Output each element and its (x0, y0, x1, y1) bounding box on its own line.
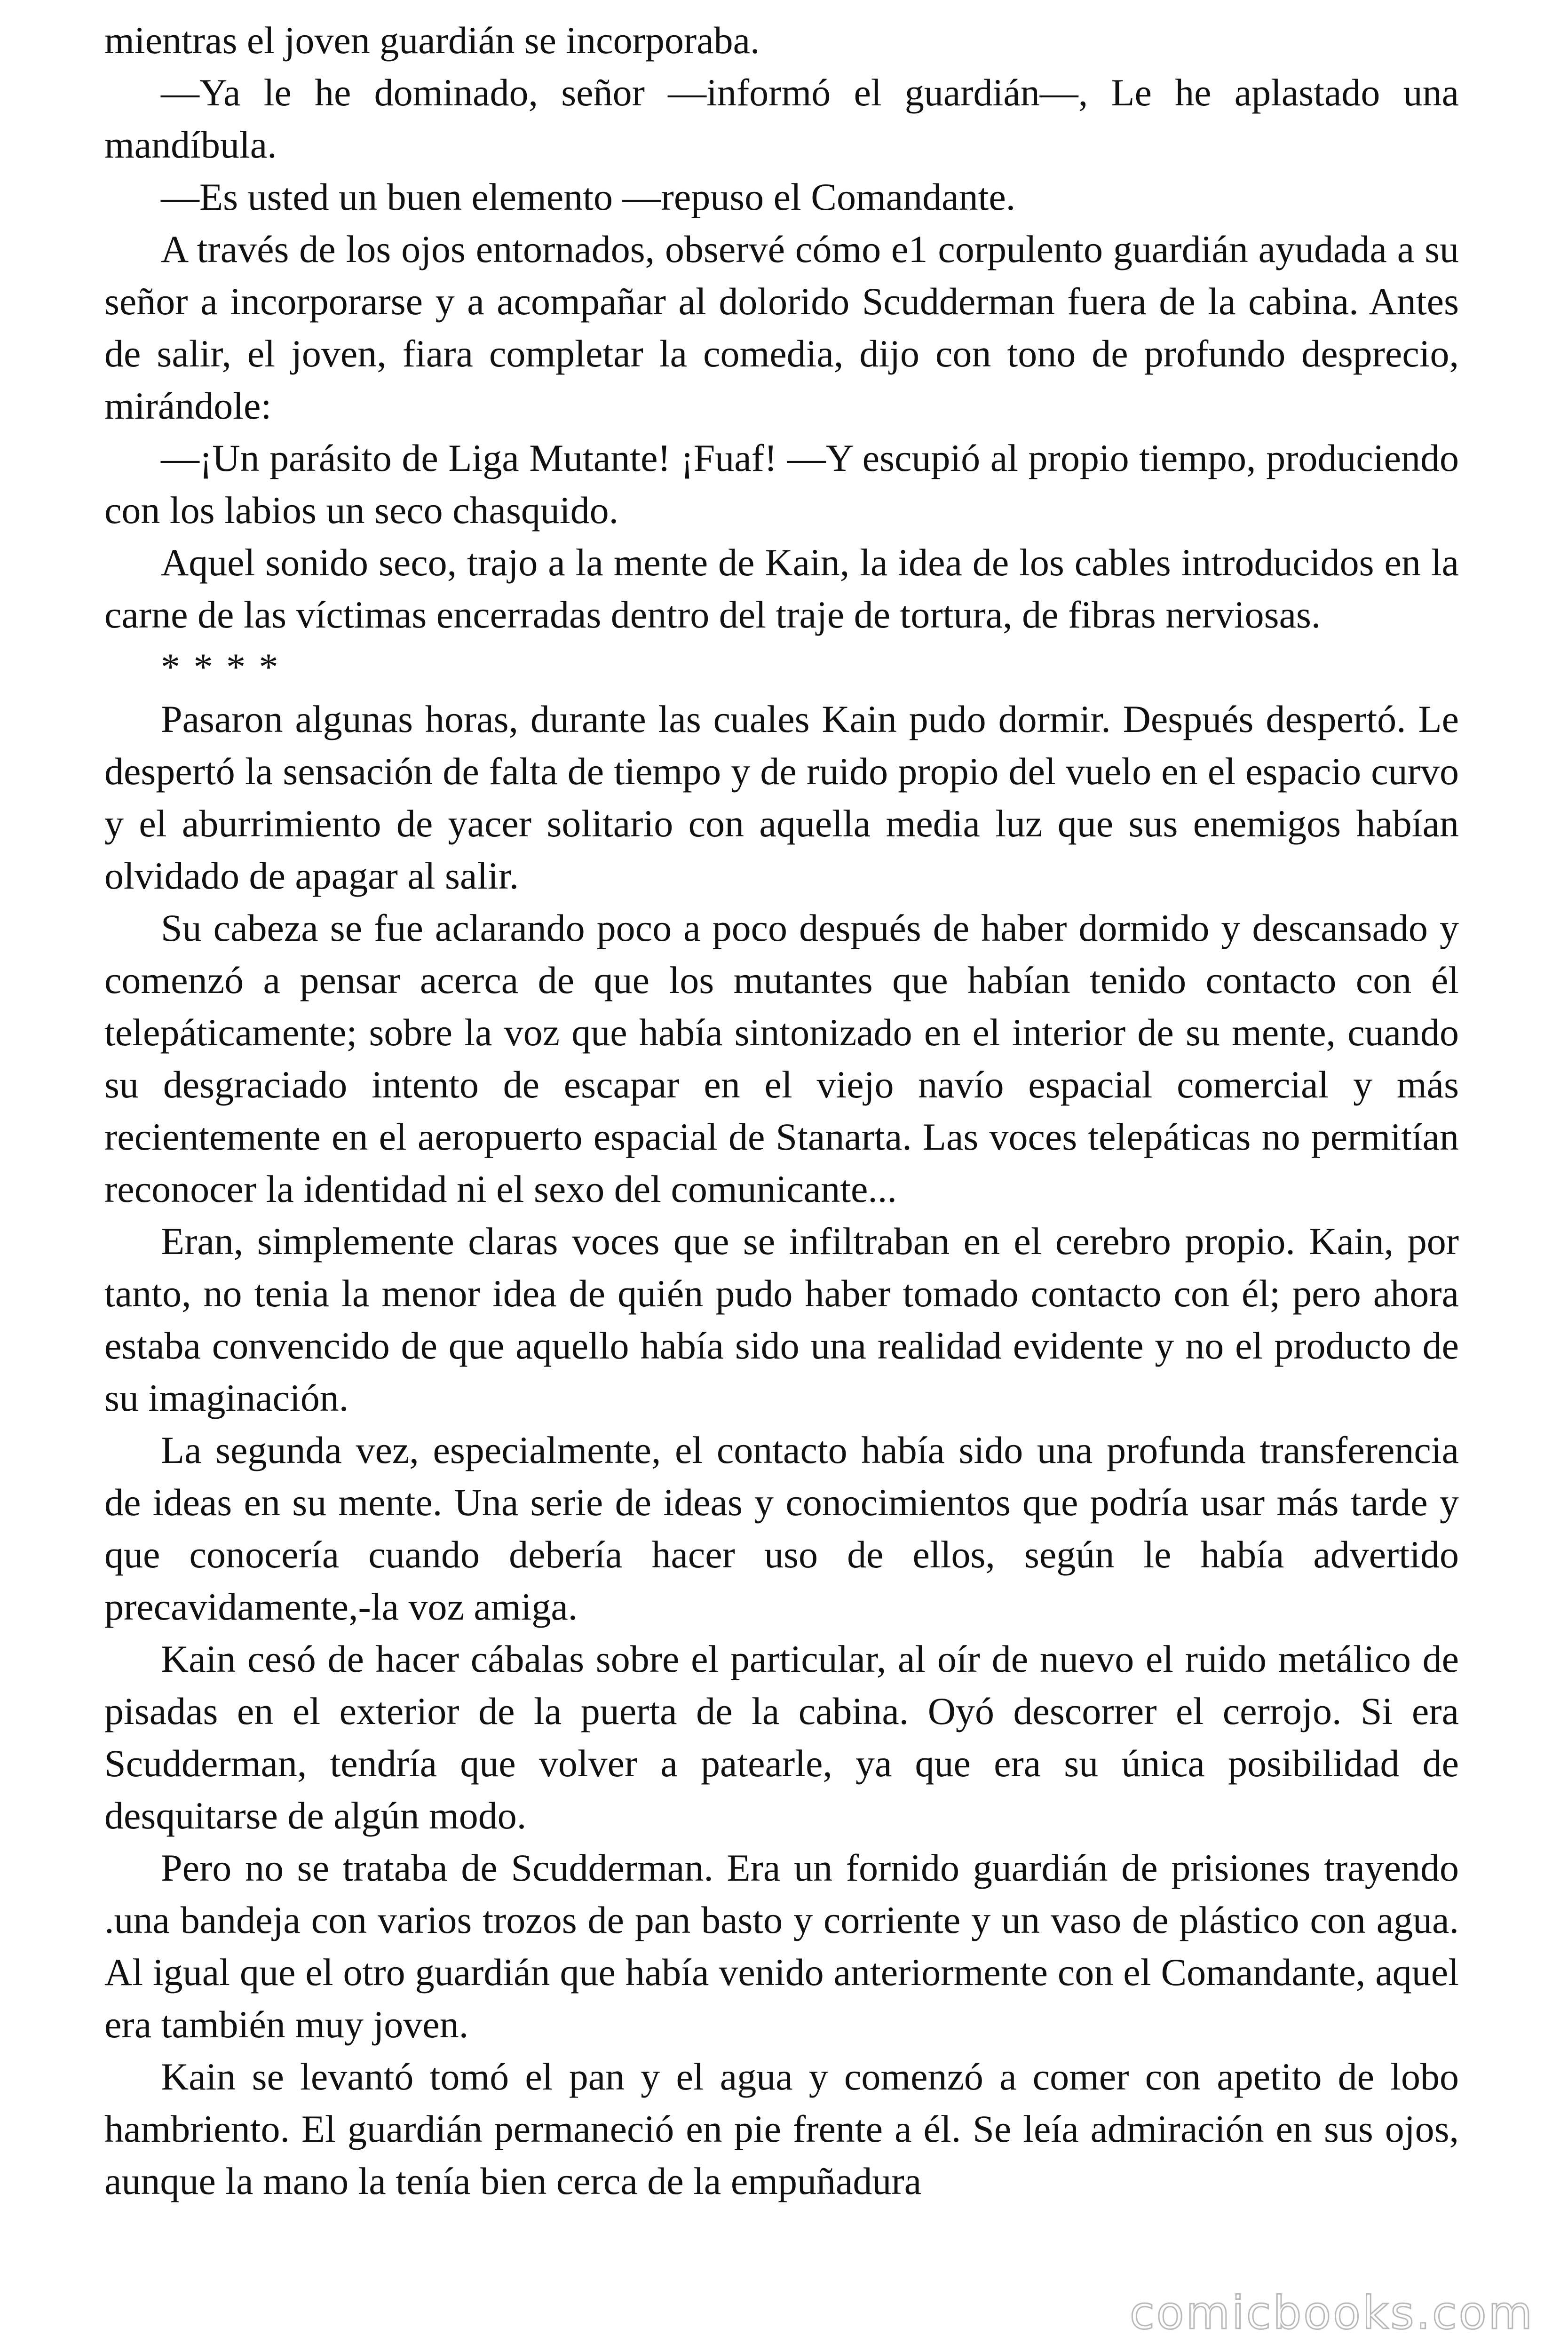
paragraph: Eran, simplemente claras voces que se infiltraban en el cerebro propio. Kain, por tanto, no tenia la menor idea de quién pudo haber tomado contacto con él; pero ahora estaba convencido de que aquello había sido una realidad evidente y no el producto de su imaginación. (104, 1220, 1459, 1419)
paragraph: —Ya le he dominado, señor —informó el guardián—, Le he aplastado una mandíbula. (104, 71, 1459, 166)
paragraph: La segunda vez, especialmente, el contacto había sido una profunda transferencia de ideas en su mente. Una serie de ideas y conocimientos que podría usar más tarde y que conocería cuando debería hacer uso de ellos, según le había advertido precavidamente,-la voz amiga. (104, 1429, 1459, 1628)
paragraph: Kain cesó de hacer cábalas sobre el particular, al oír de nuevo el ruido metálico de pisadas en el exterior de la puerta de la cabina. Oyó descorrer el cerrojo. Si era Scudderman, tendría que volver a patearle, ya que era su única posibilidad de desquitarse de algún modo. (104, 1637, 1459, 1837)
paragraph: —¡Un parásito de Liga Mutante! ¡Fuaf! —Y escupió al propio tiempo, produciendo con los labios un seco chasquido. (104, 437, 1459, 532)
watermark: comicbooks.com (1129, 2287, 1534, 2339)
paragraph: Aquel sonido seco, trajo a la mente de Kain, la idea de los cables introducidos en la carne de las víctimas encerradas dentro del traje de tortura, de fibras nerviosas. (104, 541, 1459, 636)
paragraph: Kain se levantó tomó el pan y el agua y comenzó a comer con apetito de lobo hambriento. El guardián permaneció en pie frente a él. Se leía admiración en sus ojos, aunque la mano la tenía bien cerca de la empuñadura (104, 2055, 1459, 2202)
paragraph: Su cabeza se fue aclarando poco a poco después de haber dormido y descansado y comenzó a pensar acerca de que los mutantes que habían tenido contacto con él telepáticamente; sobre la voz que había sintonizado en el interior de su mente, cuando su desgraciado intento de escapar en el viejo navío espacial comercial y más recientemente en el aeropuerto espacial de Stanarta. Las voces telepáticas no permitían reconocer la identidad ni el sexo del comunicante... (104, 906, 1459, 1210)
section-separator: * * * * (161, 645, 280, 688)
paragraph: A través de los ojos entornados, observé cómo e1 corpulento guardián ayudada a su señor a incorporarse y a acompañar al dolorido Scudderman fuera de la cabina. Antes de salir, el joven, fiara completar la comedia, dijo con tono de profundo desprecio, mirándole: (104, 228, 1459, 427)
paragraph: mientras el joven guardián se incorporaba. (104, 19, 760, 62)
paragraph: Pero no se trataba de Scudderman. Era un fornido guardián de prisiones trayendo .una bandeja con varios trozos de pan basto y corriente y un vaso de plástico con agua. Al igual que el otro guardián que había venido anteriormente con el Comandante, aquel era también muy joven. (104, 1846, 1459, 2046)
paragraph: —Es usted un buen elemento —repuso el Comandante. (161, 175, 1016, 218)
page-text (104, 14, 1459, 2338)
paragraph: Pasaron algunas horas, durante las cuales Kain pudo dormir. Después despertó. Le despertó la sensación de falta de tiempo y de ruido propio del vuelo en el espacio curvo y el aburrimiento de yacer solitario con aquella media luz que sus enemigos habían olvidado de apagar al salir. (104, 698, 1459, 897)
